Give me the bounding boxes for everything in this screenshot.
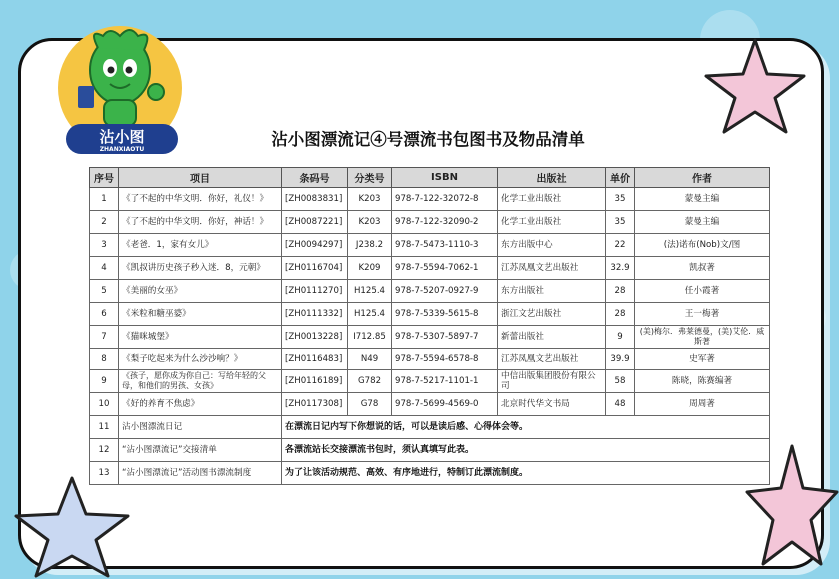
cell-class: H125.4: [348, 303, 392, 326]
table-row: [90, 393, 770, 416]
cell-publisher: 江苏凤凰文艺出版社: [498, 349, 606, 370]
cell-price: 35: [606, 211, 635, 234]
cell-price: 28: [606, 303, 635, 326]
table-row: [90, 349, 770, 370]
logo-text: 沾小图: [99, 128, 145, 146]
cell-isbn: 978-7-5217-1101-1: [392, 370, 498, 393]
cell-author: 王一梅著: [635, 303, 770, 326]
table-row: [90, 439, 770, 462]
cell-class: K209: [348, 257, 392, 280]
cell-no: 4: [90, 257, 119, 280]
cell-barcode: [ZH0087221]: [282, 211, 348, 234]
cell-no: 9: [90, 370, 119, 393]
cell-author: 任小霞著: [635, 280, 770, 303]
cell-publisher: 化学工业出版社: [498, 188, 606, 211]
cell-author: 凯叔著: [635, 257, 770, 280]
cell-class: J238.2: [348, 234, 392, 257]
cell-publisher: 东方出版中心: [498, 234, 606, 257]
cell-no: 11: [90, 416, 119, 439]
pink-star-decoration: [700, 36, 810, 136]
cell-item: 《梨子吃起来为什么沙沙响？》: [119, 349, 282, 370]
header-author: 作者: [635, 168, 770, 188]
cell-price: 32.9: [606, 257, 635, 280]
table-row: [90, 416, 770, 439]
cell-class: I712.85: [348, 326, 392, 349]
cell-no: 2: [90, 211, 119, 234]
cell-no: 10: [90, 393, 119, 416]
page-title: 沾小图漂流记④号漂流书包图书及物品清单: [271, 130, 585, 149]
cell-item: 《好的养育不焦虑》: [119, 393, 282, 416]
cell-item: “沾小图漂流记”活动图书漂流制度: [119, 462, 282, 485]
cell-barcode: [ZH0111332]: [282, 303, 348, 326]
cell-item: 沾小图漂流日记: [119, 416, 282, 439]
header-isbn: ISBN: [392, 168, 498, 188]
cell-author: (法)诺布(Nob)文/图: [635, 234, 770, 257]
cell-barcode: [ZH0111270]: [282, 280, 348, 303]
cell-price: 22: [606, 234, 635, 257]
cell-item: 《米粒和糖巫婆》: [119, 303, 282, 326]
table-row: [90, 326, 770, 349]
header-item: 项目: [119, 168, 282, 188]
cell-no: 8: [90, 349, 119, 370]
cell-price: 48: [606, 393, 635, 416]
cell-item: 《老爸．1，家有女儿》: [119, 234, 282, 257]
cell-isbn: 978-7-5207-0927-9: [392, 280, 498, 303]
table-row: [90, 370, 770, 393]
cell-no: 6: [90, 303, 119, 326]
cell-price: 58: [606, 370, 635, 393]
cell-barcode: [ZH0116189]: [282, 370, 348, 393]
table-row: [90, 462, 770, 485]
header-barcode: 条码号: [282, 168, 348, 188]
cell-author: 蒙曼主编: [635, 188, 770, 211]
cell-isbn: 978-7-5594-7062-1: [392, 257, 498, 280]
cell-barcode: [ZH0117308]: [282, 393, 348, 416]
cell-note: 为了让该活动规范、高效、有序地进行，特制订此漂流制度。: [282, 462, 770, 485]
cell-publisher: 东方出版社: [498, 280, 606, 303]
table-header-row: [90, 168, 770, 188]
cell-no: 5: [90, 280, 119, 303]
blue-star-decoration: [0, 470, 150, 579]
cell-isbn: 978-7-5594-6578-8: [392, 349, 498, 370]
cell-publisher: 中信出版集团股份有限公司: [498, 370, 606, 393]
cell-class: K203: [348, 188, 392, 211]
header-price: 单价: [606, 168, 635, 188]
cell-publisher: 化学工业出版社: [498, 211, 606, 234]
cell-item: 《了不起的中华文明．你好，礼仪！》: [119, 188, 282, 211]
cell-barcode: [ZH0116483]: [282, 349, 348, 370]
table-row: [90, 234, 770, 257]
cell-price: 39.9: [606, 349, 635, 370]
zhanxiaotu-mascot-logo: [58, 8, 188, 163]
cell-class: N49: [348, 349, 392, 370]
cell-item: 《孩子，愿你成为你自己：写给年轻的父母，和他们的男孩、女孩》: [119, 370, 282, 393]
cell-publisher: 新蕾出版社: [498, 326, 606, 349]
cell-publisher: 江苏凤凰文艺出版社: [498, 257, 606, 280]
header-no: 序号: [90, 168, 119, 188]
header-class: 分类号: [348, 168, 392, 188]
cell-barcode: [ZH0094297]: [282, 234, 348, 257]
cell-barcode: [ZH0116704]: [282, 257, 348, 280]
cell-publisher: 浙江文艺出版社: [498, 303, 606, 326]
cell-isbn: 978-7-5473-1110-3: [392, 234, 498, 257]
table-row: [90, 257, 770, 280]
cell-author: 周周著: [635, 393, 770, 416]
cell-price: 28: [606, 280, 635, 303]
cell-author: 陈晓，陈赛编著: [635, 370, 770, 393]
book-list-table: [89, 167, 770, 485]
cell-price: 35: [606, 188, 635, 211]
table-row: [90, 303, 770, 326]
cell-isbn: 978-7-5307-5897-7: [392, 326, 498, 349]
table-row: [90, 188, 770, 211]
cell-barcode: [ZH0083831]: [282, 188, 348, 211]
header-publisher: 出版社: [498, 168, 606, 188]
cell-note: 各漂流站长交接漂流书包时，须认真填写此表。: [282, 439, 770, 462]
table-row: [90, 280, 770, 303]
cell-no: 7: [90, 326, 119, 349]
cell-no: 13: [90, 462, 119, 485]
cell-author: (美)梅尔．弗莱德曼，(美)艾伦．威斯著: [635, 326, 770, 349]
cell-class: H125.4: [348, 280, 392, 303]
table-row: [90, 211, 770, 234]
cell-item: 《凯叔讲历史孩子秒入迷．8，元朝》: [119, 257, 282, 280]
cell-barcode: [ZH0013228]: [282, 326, 348, 349]
cell-item: 《美丽的女巫》: [119, 280, 282, 303]
cell-author: 史军著: [635, 349, 770, 370]
cell-isbn: 978-7-5339-5615-8: [392, 303, 498, 326]
cell-no: 3: [90, 234, 119, 257]
cell-author: 蒙曼主编: [635, 211, 770, 234]
cell-no: 1: [90, 188, 119, 211]
cell-class: G78: [348, 393, 392, 416]
cell-item: 《猫咪城堡》: [119, 326, 282, 349]
cell-note: 在漂流日记内写下你想说的话，可以是读后感、心得体会等。: [282, 416, 770, 439]
cell-publisher: 北京时代华文书局: [498, 393, 606, 416]
cell-no: 12: [90, 439, 119, 462]
cell-item: “沾小图漂流记”交接清单: [119, 439, 282, 462]
cell-class: G782: [348, 370, 392, 393]
cell-class: K203: [348, 211, 392, 234]
cell-price: 9: [606, 326, 635, 349]
logo-subtext: ZHANXIAOTU: [99, 146, 145, 153]
cell-isbn: 978-7-5699-4569-0: [392, 393, 498, 416]
cell-isbn: 978-7-122-32072-8: [392, 188, 498, 211]
cell-isbn: 978-7-122-32090-2: [392, 211, 498, 234]
cell-item: 《了不起的中华文明．你好，神话！》: [119, 211, 282, 234]
